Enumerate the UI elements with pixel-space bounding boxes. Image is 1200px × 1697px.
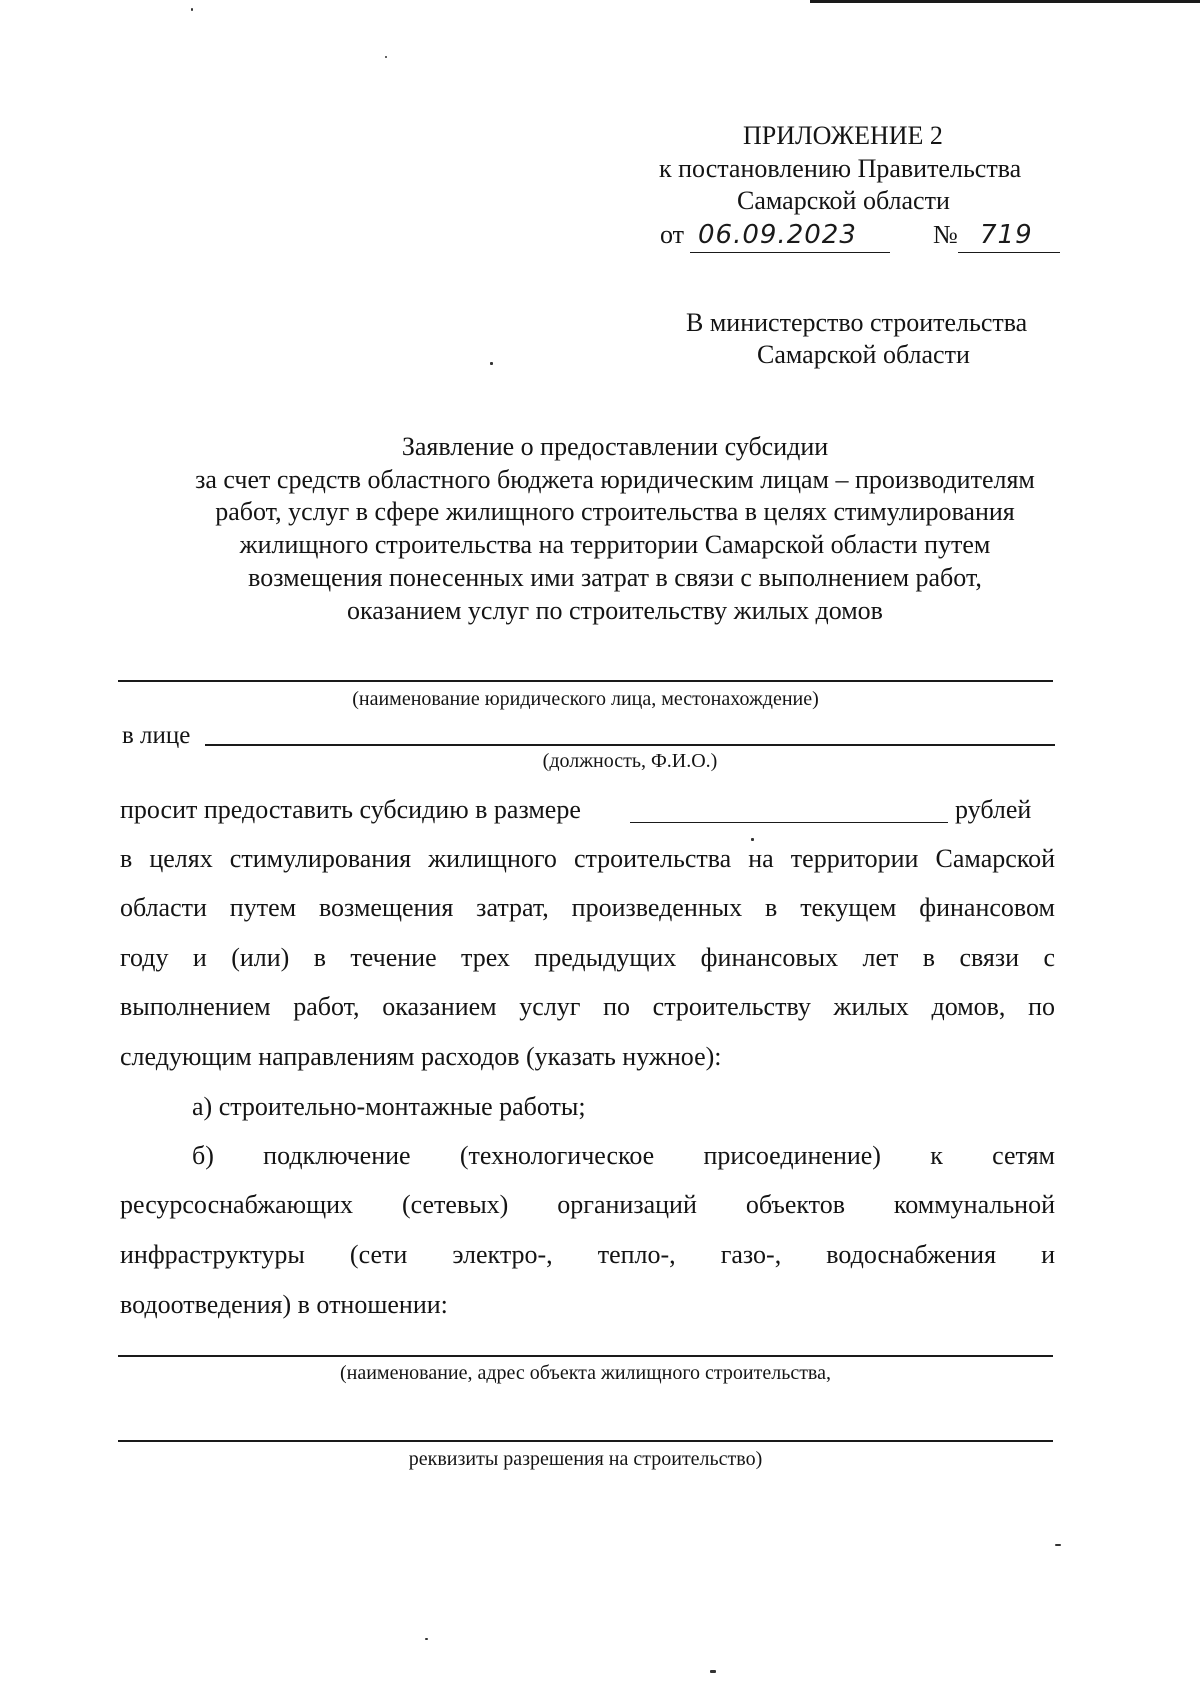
heading-line-4: жилищного строительства на территории Самарской области путем <box>239 530 991 559</box>
heading-line-1: Заявление о предоставлении субсидии <box>401 432 829 461</box>
number-prefix: № <box>933 220 958 249</box>
item-a: а) строительно-монтажные работы; <box>192 1092 586 1121</box>
represented-by-label: в лице <box>122 722 191 749</box>
scan-speck <box>425 1638 428 1640</box>
addressee-line-1: В министерство строительства <box>686 308 1028 337</box>
object-name-line[interactable] <box>118 1355 1053 1357</box>
heading-line-2: за счет средств областного бюджета юридическим лицам – производителям <box>195 465 1035 494</box>
heading-line-6: оказанием услуг по строительству жилых домов <box>347 596 883 625</box>
appendix-line-1: к постановлению Правительства <box>659 154 1022 183</box>
permit-line[interactable] <box>118 1440 1053 1442</box>
scan-speck <box>1055 1544 1061 1546</box>
appendix-title: ПРИЛОЖЕНИЕ 2 <box>743 121 943 150</box>
body-line-2: области путем возмещения затрат, произведенных в текущем финансовом <box>120 893 1055 922</box>
scan-speck <box>710 1670 716 1673</box>
item-b-line-2: ресурсоснабжающих (сетевых) организаций объектов коммунальной <box>120 1190 1055 1219</box>
body-line-1: в целях стимулирования жилищного строительства на территории Самарской <box>120 844 1055 873</box>
appendix-date-line <box>660 220 1060 256</box>
heading-line-3: работ, услуг в сфере жилищного строительства в целях стимулирования <box>215 497 1015 526</box>
position-caption: (должность, Ф.И.О.) <box>542 750 718 772</box>
number-value: 719 <box>980 220 1033 250</box>
entity-name-line[interactable] <box>118 680 1053 682</box>
scan-speck <box>751 838 754 841</box>
scan-edge-line <box>810 0 1200 3</box>
appendix-line-2: Самарской области <box>737 186 950 215</box>
item-b-line-4: водоотведения) в отношении: <box>120 1290 448 1319</box>
representative-line[interactable] <box>205 744 1055 746</box>
heading-line-5: возмещения понесенных ими затрат в связи с выполнением работ, <box>248 563 982 592</box>
amount-suffix: рублей <box>955 795 1032 824</box>
object-caption-1: (наименование, адрес объекта жилищного строительства, <box>339 1362 831 1384</box>
scan-speck <box>385 56 387 58</box>
date-underline <box>690 252 890 253</box>
date-value: 06.09.2023 <box>698 220 857 250</box>
item-b-line-3: инфраструктуры (сети электро-, тепло-, газо-, водоснабжения и <box>120 1240 1055 1269</box>
body-line-4: выполнением работ, оказанием услуг по строительству жилых домов, по <box>120 992 1055 1021</box>
amount-line[interactable] <box>630 822 948 823</box>
number-underline <box>958 252 1060 253</box>
item-b-line-1: б) подключение (технологическое присоединение) к сетям <box>192 1141 1055 1170</box>
date-prefix: от <box>660 220 685 249</box>
body-line-5: следующим направлениям расходов (указать нужное): <box>120 1042 722 1071</box>
entity-caption: (наименование юридического лица, местонахождение) <box>352 688 819 710</box>
amount-prefix: просит предоставить субсидию в размере <box>120 795 581 824</box>
object-caption-2: реквизиты разрешения на строительство) <box>408 1448 763 1470</box>
body-line-3: году и (или) в течение трех предыдущих финансовых лет в связи с <box>120 943 1055 972</box>
scan-speck <box>191 8 193 11</box>
addressee-line-2: Самарской области <box>757 340 970 369</box>
scan-speck <box>490 362 493 365</box>
